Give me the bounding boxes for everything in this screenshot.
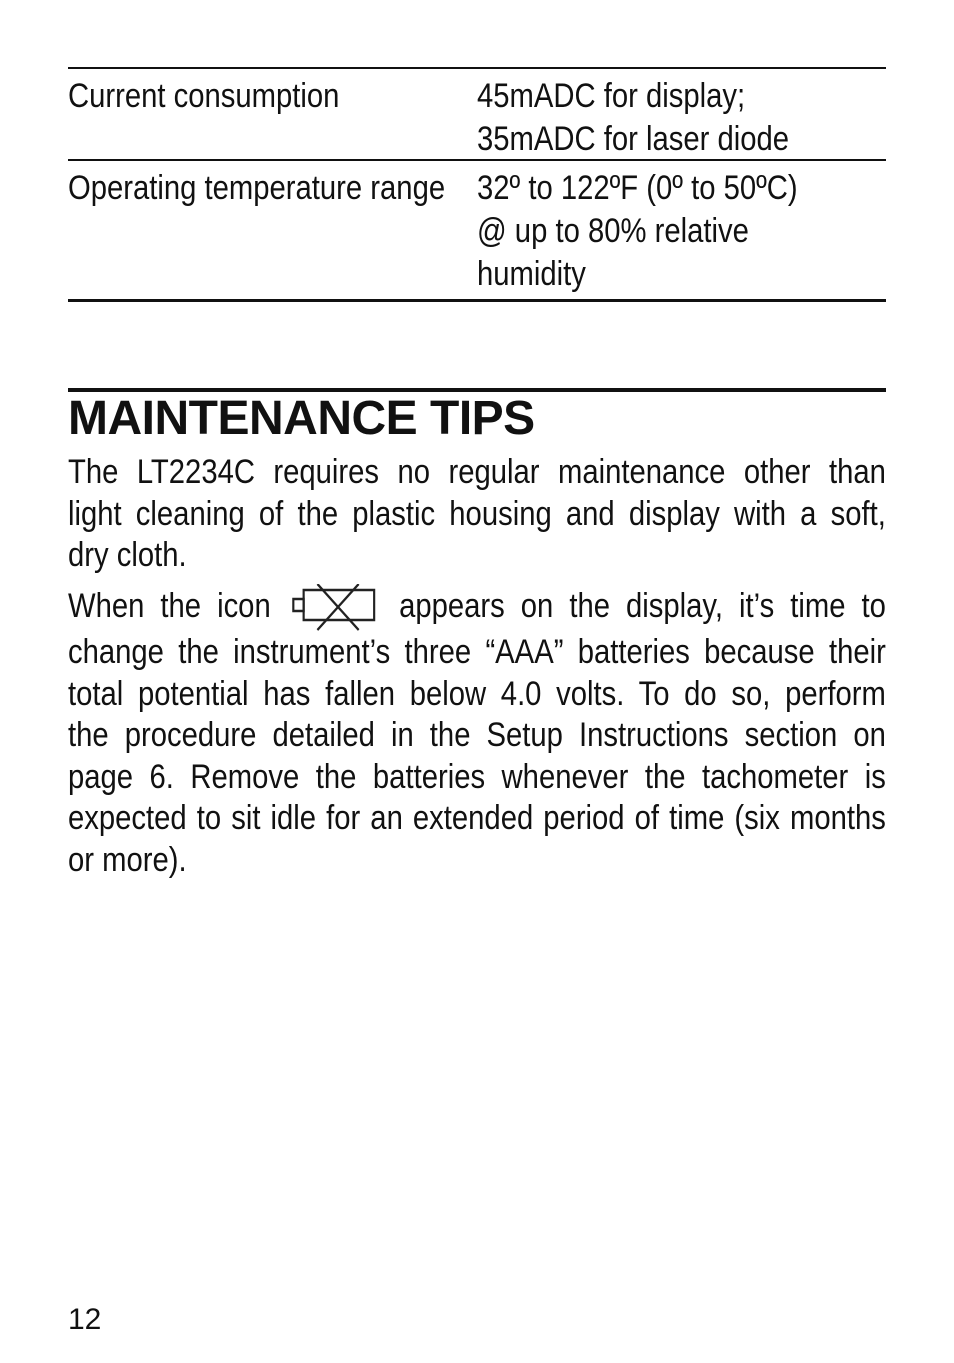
spec-label: Current consumption	[68, 77, 340, 115]
paragraph-text: appears on the display, it’s time to	[399, 586, 886, 625]
spec-value-line: 45mADC for display;	[477, 77, 746, 115]
low-battery-icon	[292, 584, 378, 632]
paragraph-line: change the instrument’s three “AAA” batteries because their	[68, 633, 886, 671]
maintenance-paragraph-1	[68, 452, 886, 577]
section-title: MAINTENANCE TIPS	[68, 392, 535, 445]
spec-value	[477, 75, 829, 159]
paragraph-line: light cleaning of the plastic housing and display with a soft,	[68, 494, 886, 533]
paragraph-line: expected to sit idle for an extended period of time (six months	[68, 799, 886, 837]
paragraph-line: the procedure detailed in the Setup Instructions section on	[68, 716, 886, 754]
maintenance-paragraph-2	[68, 584, 886, 881]
paragraph-line: dry cloth.	[68, 536, 187, 574]
page-number: 12	[68, 1303, 102, 1336]
spec-row-operating-temperature	[68, 161, 886, 302]
spec-row-current-consumption	[68, 69, 886, 161]
specifications-table	[68, 67, 886, 302]
spec-label: Operating temperature range	[68, 169, 446, 207]
spec-value-line: 32º to 122ºF (0º to 50ºC)	[477, 169, 798, 207]
paragraph-line: The LT2234C requires no regular maintenance other than	[68, 453, 886, 491]
paragraph-text: When the icon	[68, 586, 271, 625]
spec-value-line: 35mADC for laser diode	[477, 120, 790, 158]
spec-value	[477, 167, 829, 299]
paragraph-line: page 6. Remove the batteries whenever the tachometer is	[68, 757, 886, 796]
paragraph-line: total potential has fallen below 4.0 volts. To do so, perform	[68, 674, 886, 713]
paragraph-line-with-icon	[68, 584, 886, 632]
spec-value-line: @ up to 80% relative	[477, 212, 749, 250]
spec-value-line: humidity	[477, 255, 586, 293]
paragraph-line: or more).	[68, 840, 187, 879]
